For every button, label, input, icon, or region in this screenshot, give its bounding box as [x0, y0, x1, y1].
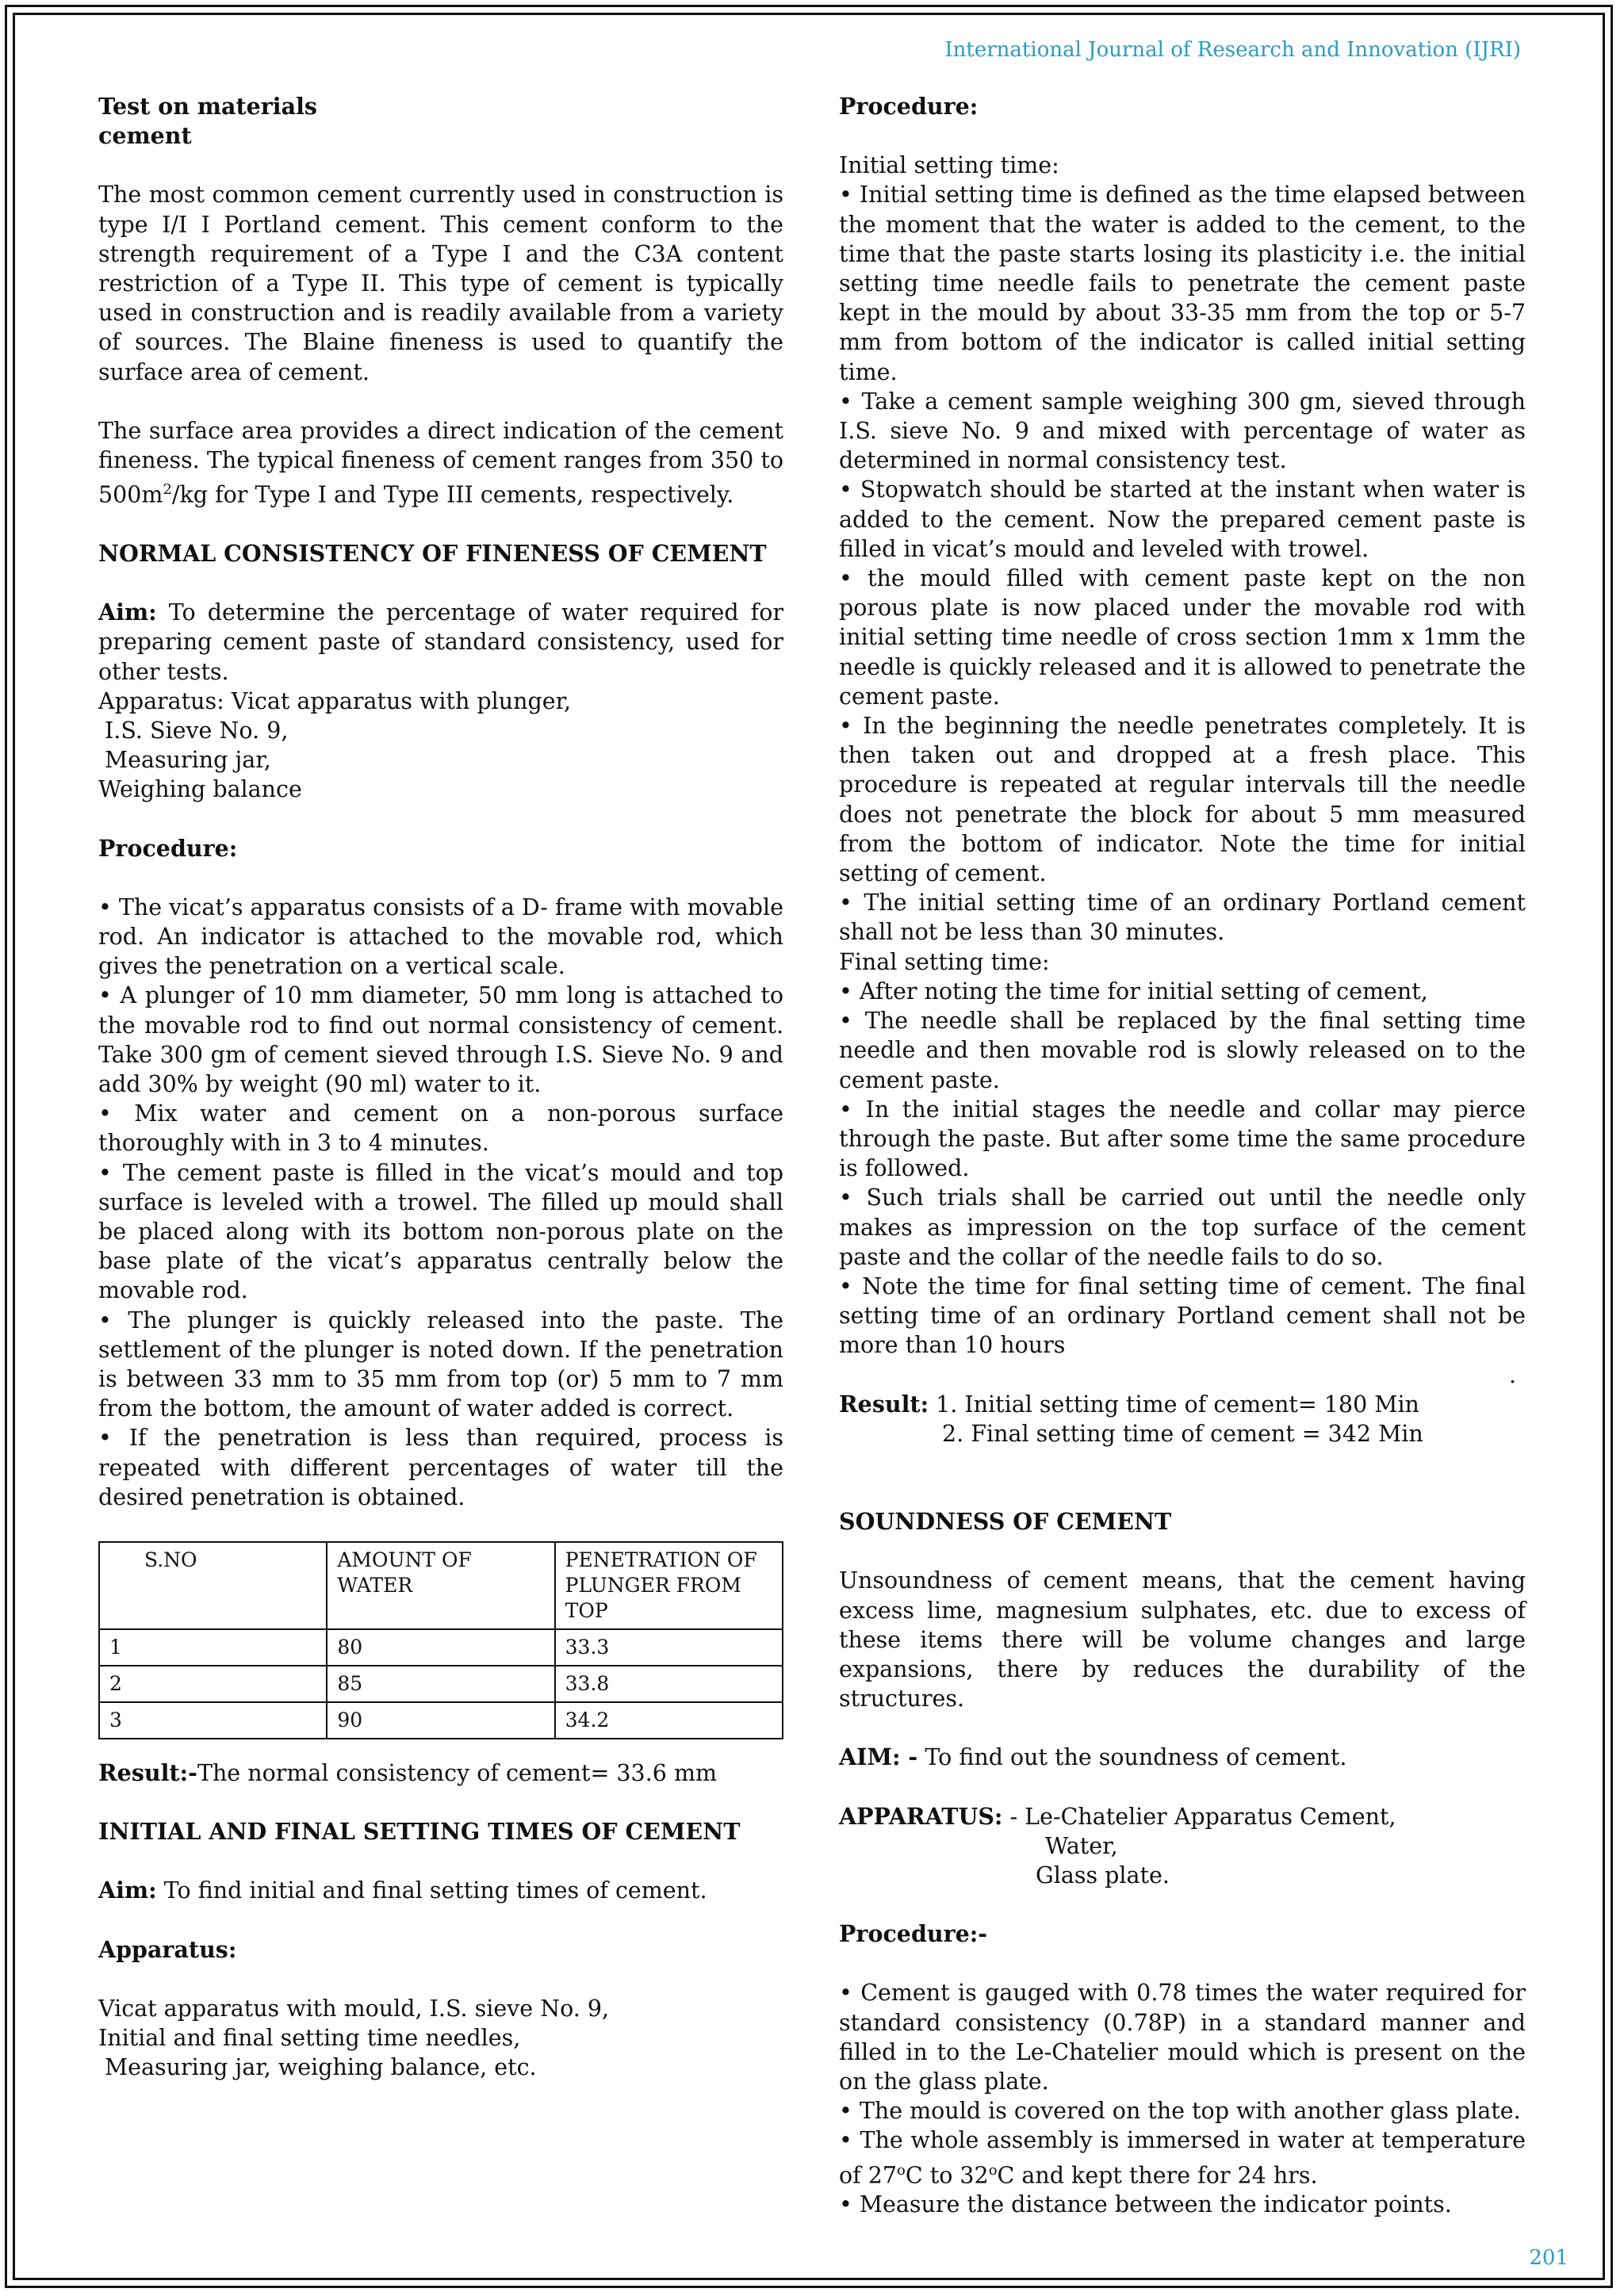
page-number: 201: [1529, 2246, 1568, 2270]
right-column: [839, 92, 1526, 2220]
final-item: • Note the time for final setting time of cement. The final setting time of an ordinary Portland cement shall not be more than 10 hours: [839, 1272, 1526, 1359]
heading-setting-times: INITIAL AND FINAL SETTING TIMES OF CEMENT: [98, 1818, 741, 1846]
table-row: [99, 1666, 783, 1702]
apparatus-line: Vicat apparatus with mould, I.S. sieve No. 9,: [98, 1995, 610, 2022]
apparatus-line: Glass plate.: [1036, 1862, 1170, 1888]
aim-consistency: Aim: To determine the percentage of water required for preparing cement paste of standard consistency, used for other tests.: [98, 599, 783, 685]
soundness-paragraph: Unsoundness of cement means, that the cement having excess lime, magnesium sulphates, etc. due to excess of these items there will be volume changes and large expansions, there by reduces the durability of the structures.: [839, 1567, 1526, 1712]
apparatus-soundness: APPARATUS: - Le-Chatelier Apparatus Cement,: [839, 1802, 1396, 1830]
apparatus-line: Measuring jar, weighing balance, etc.: [105, 2054, 537, 2081]
soundness-item: • Measure the distance between the indicator points.: [839, 2191, 1452, 2218]
result-consistency: Result:-The normal consistency of cement= 33.6 mm: [98, 1759, 717, 1787]
initial-item: • Take a cement sample weighing 300 gm, sieved through I.S. sieve No. 9 and mixed with percentage of water as determined in normal consistency test.: [839, 388, 1526, 474]
final-item: • Such trials shall be carried out until the needle only makes as impression on the top surface of the cement paste and the collar of the needle fails to do so.: [839, 1184, 1526, 1270]
procedure-heading: Procedure:-: [839, 1920, 988, 1948]
result-setting-line2: 2. Final setting time of cement = 342 Min: [942, 1420, 1423, 1447]
apparatus-line: Initial and final setting time needles,: [98, 2025, 521, 2052]
section-subtitle: cement: [98, 122, 192, 150]
initial-item: • The initial setting time of an ordinary Portland cement shall not be less than 30 minutes.: [839, 890, 1526, 946]
initial-item: • In the beginning the needle penetrates completely. It is then taken out and dropped at a fresh place. This procedure is repeated at regular intervals till the needle does not penetrate the block for about 5 mm measured from the bottom of indicator. Note the time for initial setting of cement.: [839, 713, 1526, 887]
initial-item: • Stopwatch should be started at the instant when water is added to the cement. Now the prepared cement paste is filled in vicat’s mould and leveled with trowel.: [839, 476, 1526, 562]
initial-item: • the mould filled with cement paste kept on the non porous plate is now placed under the movable rod with initial setting time needle of cross section 1mm x 1mm the needle is quickly released and it is allowed to penetrate the cement paste.: [839, 565, 1526, 710]
section-title: Test on materials: [98, 93, 317, 120]
soundness-item: • Cement is gauged with 0.78 times the water required for standard consistency (0.78P) in a standard manner and filled in to the Le-Chatelier mould which is present on the on the glass plate.: [839, 1980, 1526, 2095]
heading-soundness: SOUNDNESS OF CEMENT: [839, 1508, 1172, 1536]
table-header-cell: S.NO: [99, 1542, 327, 1629]
initial-item: • Initial setting time is defined as the time elapsed between the moment that the water is added to the cement, to the time that the paste starts losing its plasticity i.e. the initial setting time needle fails to penetrate the cement paste kept in the mould by about 33-35 mm from the top or 5-7 mm from bottom of the indicator is called initial setting time.: [839, 182, 1526, 385]
procedure-heading: Procedure:: [98, 834, 238, 862]
apparatus-line: Apparatus: Vicat apparatus with plunger,: [98, 687, 572, 714]
soundness-item: • The whole assembly is immersed in water at temperature of 27$^o$C to 32$^o$C and kept there for 24 hrs.: [839, 2127, 1526, 2189]
procedure-item: • A plunger of 10 mm diameter, 50 mm long is attached to the movable rod to find out normal consistency of cement. Take 300 gm of cement sieved through I.S. Sieve No. 9 and add 30% by weight (90 ml) water to it.: [98, 982, 783, 1097]
journal-header: International Journal of Research and Innovation (IJRI): [944, 38, 1521, 62]
aim-soundness: AIM: - To find out the soundness of cement.: [839, 1743, 1347, 1771]
intro-paragraph: The most common cement currently used in construction is type I/I I Portland cement. This cement conform to the strength requirement of a Type I and the C3A content restriction of a Type II. This type of cement is typically used in construction and is readily available from a variety of sources. The Blaine fineness is used to quantify the surface area of cement.: [98, 182, 783, 385]
procedure-item: • The cement paste is filled in the vicat’s mould and top surface is leveled with a trowel. The filled up mould shall be placed along with its bottom non-porous plate on the base plate of the vicat’s apparatus centrally below the movable rod.: [98, 1159, 783, 1304]
table-header-cell: AMOUNT OF WATER: [327, 1542, 554, 1629]
aim-setting: Aim: To find initial and final setting times of cement.: [98, 1877, 707, 1904]
fineness-paragraph: The surface area provides a direct indication of the cement fineness. The typical fineness of cement ranges from 350 to $500m^2/kg$ for Type I and Type III cements, respectively.: [98, 417, 783, 508]
table-header-cell: PENETRATION OF PLUNGER FROM TOP: [555, 1542, 783, 1629]
final-setting-label: Final setting time:: [839, 948, 1050, 975]
procedure-heading: Procedure:: [839, 93, 979, 120]
final-item: • In the initial stages the needle and collar may pierce through the paste. But after some time the same procedure is followed.: [839, 1096, 1526, 1182]
table-row: [99, 1629, 783, 1666]
apparatus-heading: Apparatus:: [98, 1935, 237, 1963]
soundness-item: • The mould is covered on the top with another glass plate.: [839, 2098, 1521, 2125]
apparatus-line: Measuring jar,: [105, 747, 271, 774]
table-cell: 2: [99, 1666, 327, 1702]
procedure-item: • Mix water and cement on a non-porous surface thoroughly with in 3 to 4 minutes.: [98, 1100, 783, 1157]
procedure-item: • The plunger is quickly released into the paste. The settlement of the plunger is noted down. If the penetration is between 33 mm to 35 mm from top (or) 5 mm to 7 mm from the bottom, the amount of water added is correct.: [98, 1307, 783, 1422]
final-item: • After noting the time for initial setting of cement,: [839, 978, 1428, 1004]
table-header-row: [99, 1542, 783, 1629]
table-cell: 85: [327, 1666, 554, 1702]
consistency-table: [98, 1541, 783, 1739]
left-column: [98, 92, 783, 2082]
table-cell: 80: [327, 1629, 554, 1666]
table-cell: 3: [99, 1702, 327, 1739]
stray-dot: .: [1508, 1361, 1516, 1388]
final-item: • The needle shall be replaced by the final setting time needle and then movable rod is slowly released on to the cement paste.: [839, 1008, 1526, 1093]
table-cell: 33.3: [555, 1629, 783, 1666]
apparatus-line: Water,: [1045, 1832, 1118, 1859]
table-row: [99, 1702, 783, 1739]
result-setting-line1: Result: 1. Initial setting time of cement= 180 Min: [839, 1390, 1419, 1418]
table-cell: 34.2: [555, 1702, 783, 1739]
procedure-item: • If the penetration is less than required, process is repeated with different percentages of water till the desired penetration is obtained.: [98, 1425, 783, 1510]
initial-setting-label: Initial setting time:: [839, 152, 1059, 179]
procedure-item: • The vicat’s apparatus consists of a D- frame with movable rod. An indicator is attached to the movable rod, which gives the penetration on a vertical scale.: [98, 894, 783, 980]
apparatus-line: Weighing balance: [98, 776, 302, 803]
apparatus-line: I.S. Sieve No. 9,: [105, 717, 289, 744]
table-cell: 33.8: [555, 1666, 783, 1702]
table-cell: 90: [327, 1702, 554, 1739]
heading-normal-consistency: NORMAL CONSISTENCY OF FINENESS OF CEMENT: [98, 539, 767, 567]
table-cell: 1: [99, 1629, 327, 1666]
